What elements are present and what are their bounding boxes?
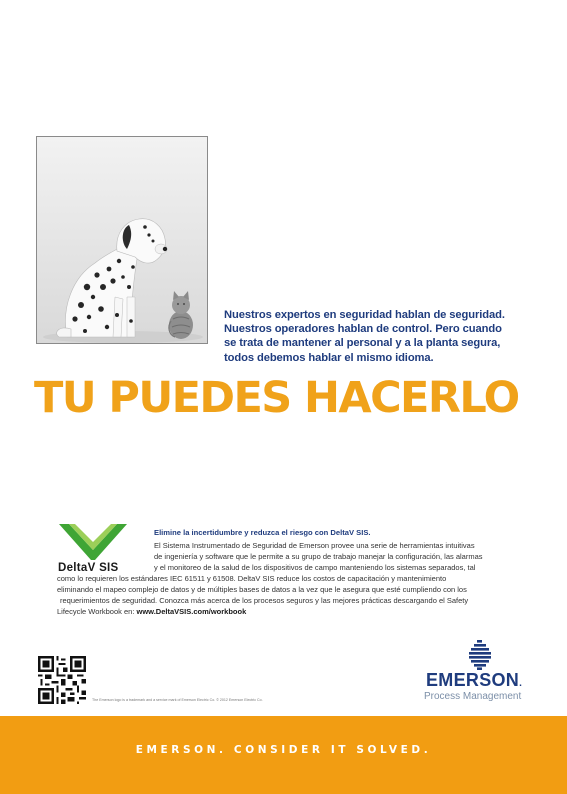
emerson-wordmark xyxy=(426,670,522,691)
tagline-line: se trata de mantener al personal y a la planta segura, xyxy=(224,337,501,350)
emerson-trademark-dot: . xyxy=(519,678,523,689)
body-line: y el monitoreo de la salud de los dispositivos de campo manteniendo los sistemas separados, tal xyxy=(154,563,476,572)
tagline-line: Nuestros operadores hablan de control. Pero cuando xyxy=(224,323,502,336)
body-line: eliminando el mapeo complejo de datos y de múltiples bases de datos a la vez que le asegura que esté cumpliendo con los xyxy=(57,585,467,594)
process-management-label: Process Management xyxy=(424,691,522,702)
tagline-line: todos debemos hablar el mismo idioma. xyxy=(224,351,434,364)
body-line: El Sistema Instrumentado de Seguridad de Emerson provee una serie de herramientas intuitivas xyxy=(154,541,475,550)
body-title: Elimine la incertidumbre y reduzca el riesgo con DeltaV SIS. xyxy=(154,528,371,537)
trademark-fineprint: The Emerson logo is a trademark and a service mark of Emerson Electric Co. © 2012 Emerson Electric Co. xyxy=(92,698,263,702)
workbook-link[interactable]: www.DeltaVSIS.com/workbook xyxy=(136,607,247,616)
body-line: de ingeniería y software que le permite a su grupo de trabajo manejar la configuración, las alarmas xyxy=(154,552,483,561)
body-line: requerimientos de seguridad. Conozca más acerca de los procesos seguros y las mejores prácticas descargando el Safety xyxy=(60,596,469,605)
deltav-sis-logo xyxy=(55,520,145,580)
emerson-logo xyxy=(418,640,544,708)
footer-slogan: EMERSON. CONSIDER IT SOLVED. xyxy=(135,744,432,756)
footer-bar xyxy=(0,716,567,794)
green-check-chevron-icon xyxy=(55,520,135,562)
qr-code[interactable] xyxy=(38,656,86,704)
dalmatian-cat-illustration xyxy=(37,137,208,344)
body-line: como lo requieren los estándares IEC 61511 y 61508. DeltaV SIS reduce los costos de capacitación y mantenimiento xyxy=(57,574,447,583)
emerson-name: EMERSON xyxy=(426,670,520,690)
body-last-line-prefix: Lifecycle Workbook en: xyxy=(57,607,135,616)
emerson-globe-icon xyxy=(468,640,494,670)
headline: TU PUEDES HACERLO xyxy=(34,373,519,423)
tagline-line: Nuestros expertos en seguridad hablan de seguridad. xyxy=(224,309,505,321)
body-last-line xyxy=(57,607,246,618)
deltav-sis-wordmark: DeltaV SIS xyxy=(58,562,119,574)
tagline xyxy=(224,308,544,365)
dog-cat-photo xyxy=(36,136,208,344)
